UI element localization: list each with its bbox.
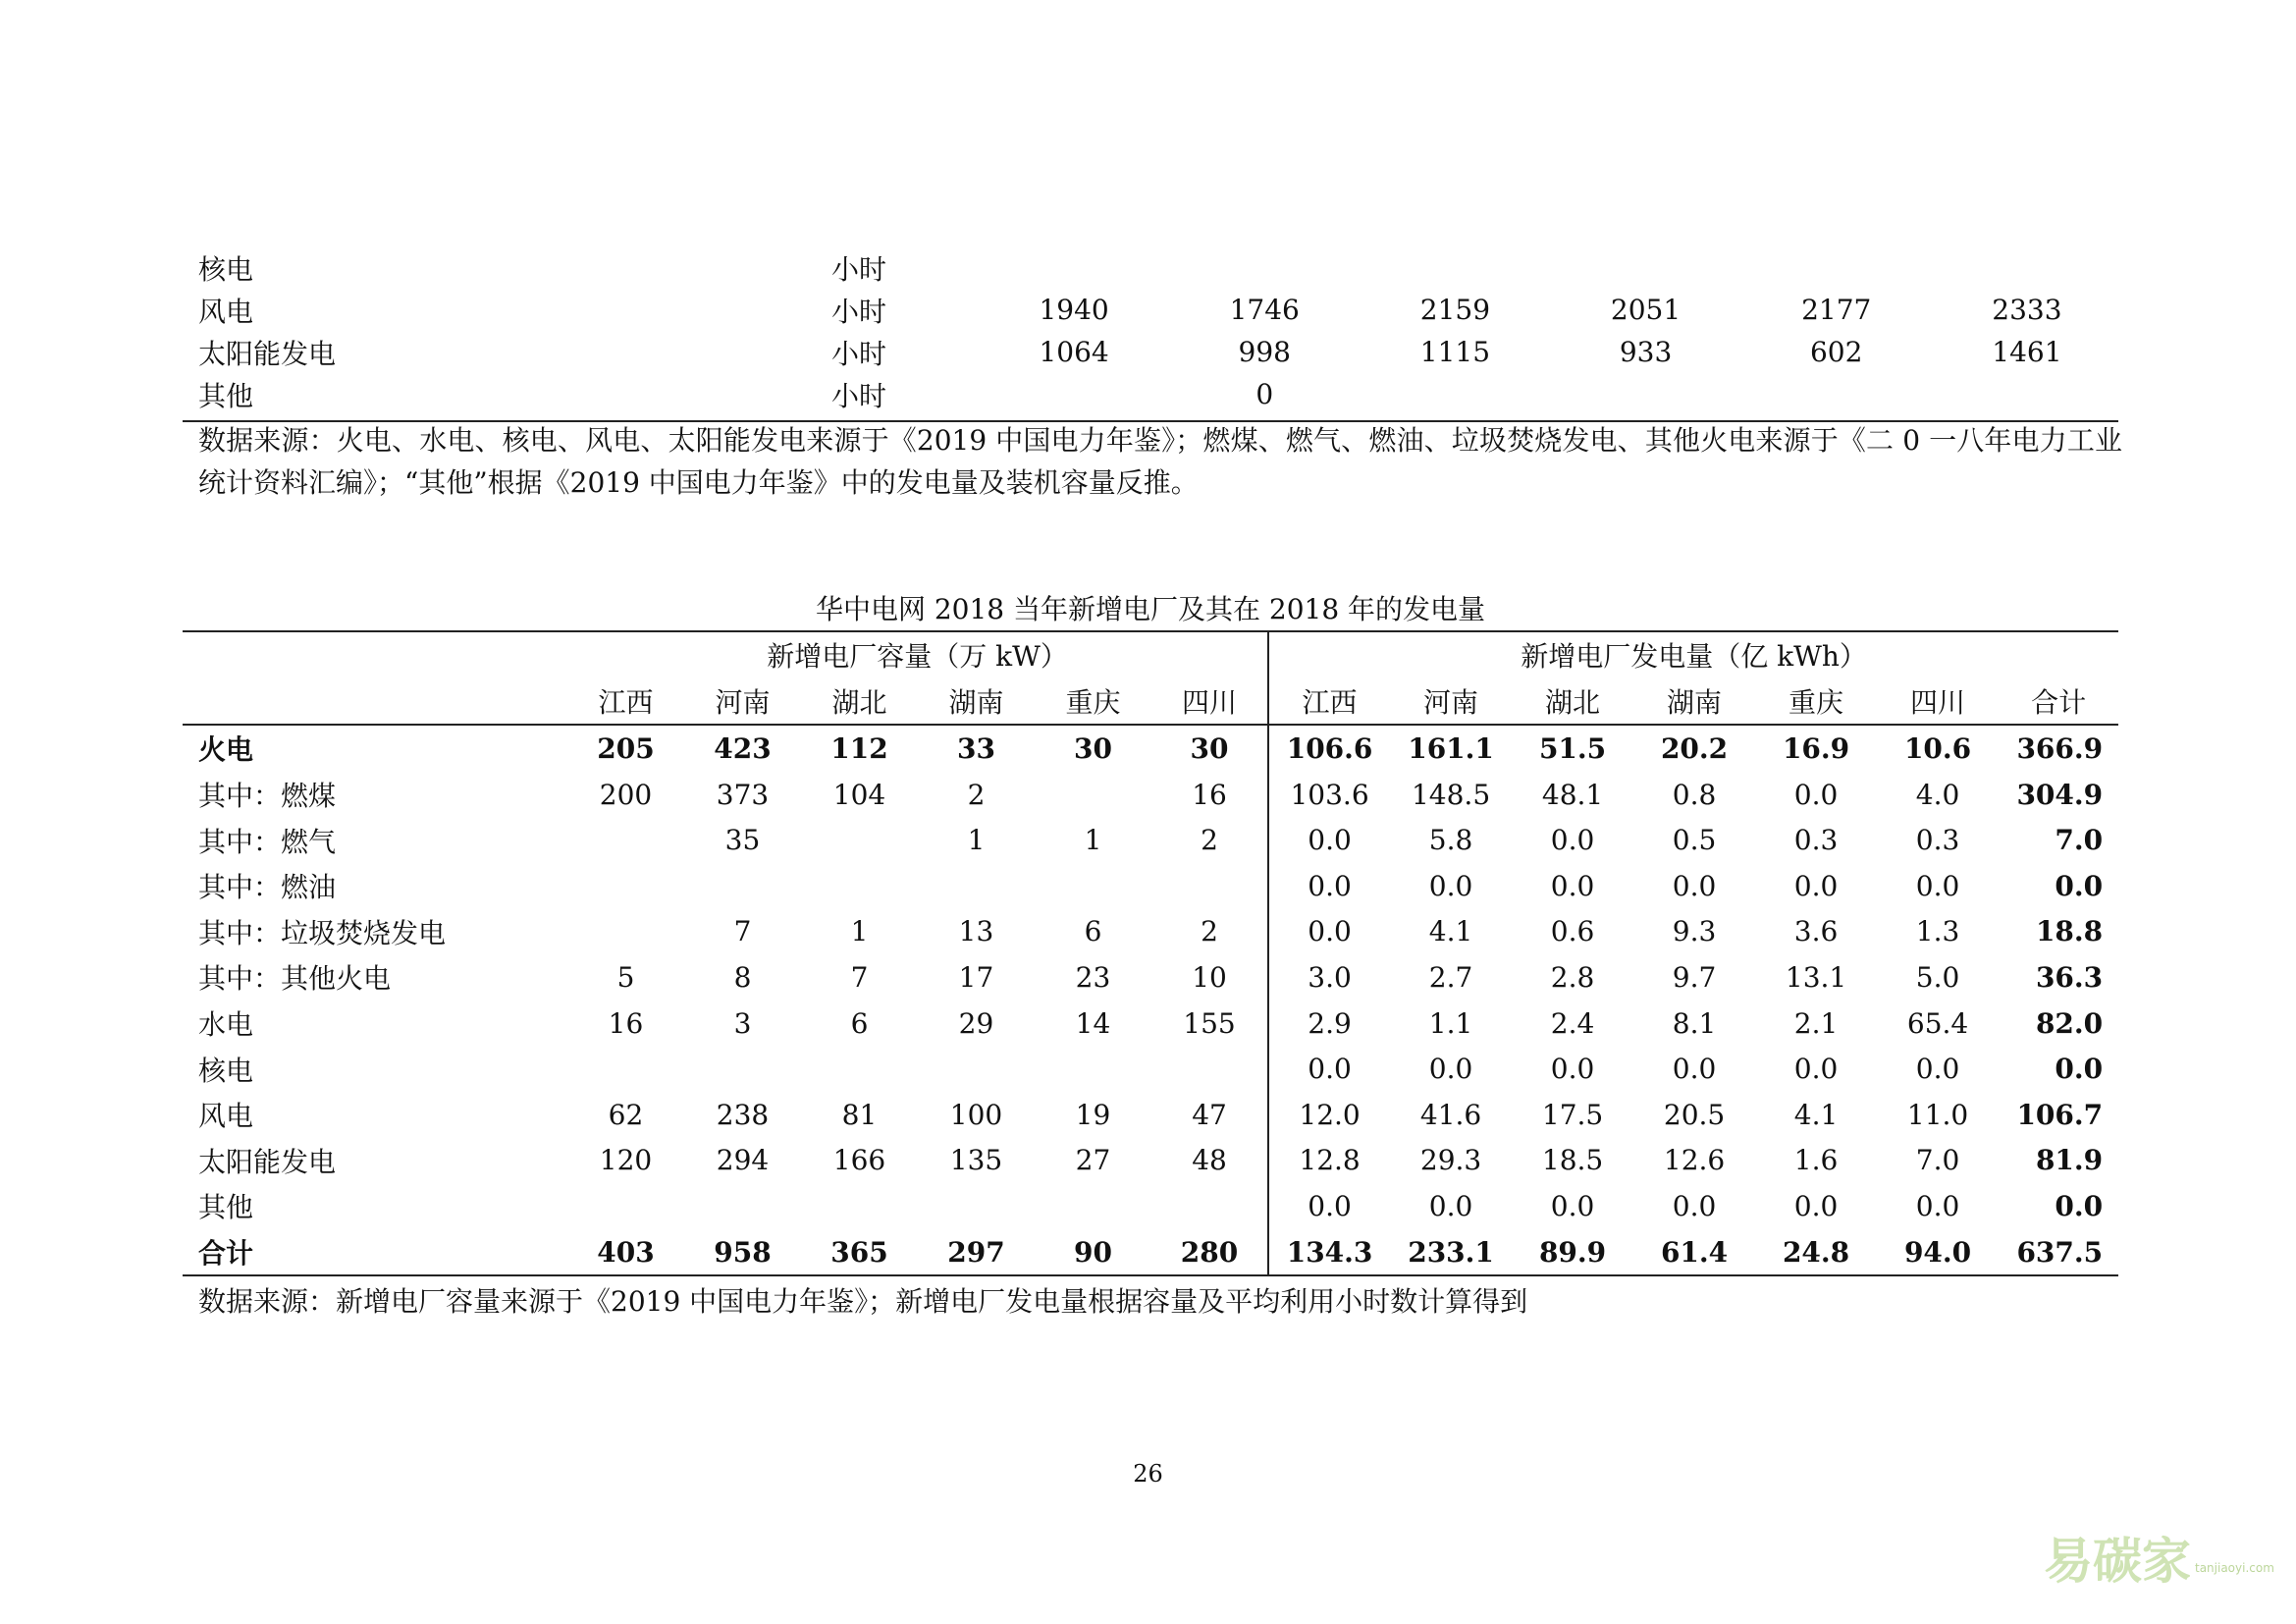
generation-cell: 61.4 (1660, 1235, 1729, 1269)
row-name: 风电 (198, 295, 254, 328)
generation-cell: 0.0 (1428, 869, 1473, 902)
main-table (183, 630, 2118, 1276)
page-number: 26 (1133, 1460, 1163, 1488)
capacity-cell (567, 817, 684, 863)
column-header: 四川 (1151, 678, 1268, 726)
generation-cell: 29.3 (1419, 1144, 1482, 1177)
table-title: 华中电网 2018 当年新增电厂及其在 2018 年的发电量 (815, 593, 1486, 625)
generation-cell: 0.0 (1550, 1189, 1595, 1222)
row-name: 水电 (198, 1008, 254, 1042)
capacity-cell: 205 (597, 731, 655, 765)
generation-cell: 51.5 (1538, 731, 1607, 765)
row-name: 风电 (198, 1100, 254, 1133)
cell-value: 1115 (1419, 336, 1491, 368)
cell-value (1169, 246, 1360, 289)
table-row (183, 954, 2118, 1001)
capacity-cell: 423 (714, 731, 772, 765)
generation-cell: 2.9 (1308, 1006, 1352, 1040)
cell-value: 2051 (1610, 294, 1682, 326)
capacity-cell (1151, 863, 1268, 909)
generation-cell: 20.2 (1660, 731, 1729, 765)
top-table-source-note: 数据来源：火电、水电、核电、风电、太阳能发电来源于《2019 中国电力年鉴》；燃煤、燃气、燃油、垃圾焚烧发电、其他火电来源于《二 0 一八年电力工业统计资料汇编》；“其他”根据《2019 中国电力年鉴》中的发电量及装机容量反推。 (198, 424, 2122, 499)
generation-cell: 2.1 (1793, 1006, 1839, 1040)
table-row (183, 1183, 2118, 1229)
capacity-cell (1035, 1046, 1151, 1092)
table-row (198, 373, 2122, 415)
cell-value (1360, 373, 1550, 415)
header-row-provinces (183, 678, 2118, 726)
column-header: 河南 (684, 678, 801, 726)
generation-cell: 7.0 (1915, 1144, 1960, 1177)
capacity-cell: 17 (958, 960, 994, 994)
header-corner (183, 631, 567, 678)
row-name: 其中：燃油 (198, 871, 337, 904)
capacity-cell (684, 1183, 801, 1229)
generation-cell: 161.1 (1408, 731, 1494, 765)
generation-cell: 0.0 (1308, 869, 1352, 902)
generation-cell: 2.7 (1428, 960, 1473, 994)
table-row (183, 1001, 2118, 1047)
generation-total-cell: 82.0 (2035, 1006, 2104, 1040)
generation-total-cell: 81.9 (2035, 1144, 2104, 1177)
generation-cell: 3.6 (1793, 915, 1839, 948)
top-table (198, 246, 2122, 415)
capacity-cell: 29 (958, 1006, 994, 1040)
capacity-cell (918, 1183, 1035, 1229)
generation-cell: 0.0 (1672, 1189, 1717, 1222)
capacity-cell (801, 1183, 918, 1229)
capacity-cell: 373 (716, 778, 770, 811)
cell-value: 998 (1238, 336, 1291, 368)
generation-cell: 0.0 (1308, 915, 1352, 948)
generation-cell: 0.0 (1550, 869, 1595, 902)
generation-total-cell: 36.3 (2035, 960, 2104, 994)
cell-value: 2177 (1801, 294, 1872, 326)
watermark (2044, 1534, 2274, 1589)
generation-cell: 13.1 (1785, 960, 1847, 994)
watermark-url: tanjiaoyi.com (2195, 1561, 2274, 1575)
capacity-cell: 90 (1074, 1235, 1112, 1269)
generation-cell: 233.1 (1408, 1235, 1494, 1269)
generation-cell: 0.0 (1672, 869, 1717, 902)
table-row (183, 772, 2118, 818)
table-row (183, 1046, 2118, 1092)
capacity-cell: 2 (1151, 909, 1268, 955)
table-row (198, 246, 2122, 289)
generation-cell: 0.5 (1672, 824, 1717, 857)
generation-total-cell: 0.0 (2055, 1053, 2104, 1086)
generation-cell: 103.6 (1290, 778, 1369, 811)
capacity-cell (801, 863, 918, 909)
generation-cell: 2.8 (1550, 960, 1595, 994)
capacity-cell (684, 863, 801, 909)
capacity-cell: 23 (1075, 960, 1111, 994)
table-row (183, 1229, 2118, 1276)
table-row (198, 289, 2122, 331)
row-name: 火电 (198, 733, 254, 767)
generation-cell: 94.0 (1903, 1235, 1972, 1269)
capacity-cell: 958 (714, 1235, 772, 1269)
generation-cell: 12.6 (1663, 1144, 1726, 1177)
table-row (183, 1138, 2118, 1184)
generation-cell: 41.6 (1419, 1098, 1482, 1131)
generation-cell: 0.0 (1550, 1053, 1595, 1086)
capacity-cell: 155 (1151, 1001, 1268, 1047)
generation-cell: 0.3 (1915, 824, 1960, 857)
generation-cell: 0.3 (1793, 824, 1839, 857)
row-unit: 小时 (831, 295, 887, 328)
capacity-cell: 30 (1074, 731, 1112, 765)
table-row (183, 863, 2118, 909)
capacity-cell: 3 (733, 1006, 752, 1040)
generation-total-cell: 7.0 (2055, 824, 2104, 857)
cell-value (979, 373, 1169, 415)
generation-cell: 0.0 (1793, 1189, 1839, 1222)
capacity-cell: 1 (1084, 824, 1102, 857)
capacity-cell (567, 1046, 684, 1092)
cell-value (979, 246, 1169, 289)
row-name: 其中：燃气 (198, 825, 337, 858)
capacity-cell: 47 (1151, 1092, 1268, 1138)
row-unit: 小时 (831, 252, 887, 286)
capacity-cell: 48 (1151, 1138, 1268, 1184)
capacity-cell: 280 (1151, 1229, 1268, 1276)
row-name: 太阳能发电 (198, 337, 337, 370)
generation-cell: 0.8 (1672, 778, 1717, 811)
column-header: 重庆 (1035, 678, 1151, 726)
capacity-cell (1151, 1183, 1268, 1229)
generation-cell: 17.5 (1541, 1098, 1604, 1131)
capacity-cell: 135 (949, 1144, 1003, 1177)
cell-value (1360, 246, 1550, 289)
row-name: 其中：燃煤 (198, 780, 337, 813)
generation-cell: 48.1 (1541, 778, 1604, 811)
capacity-cell (684, 1046, 801, 1092)
generation-total-cell: 637.5 (2016, 1235, 2104, 1269)
capacity-cell: 104 (832, 778, 886, 811)
generation-total-cell: 0.0 (2055, 1189, 2104, 1222)
capacity-cell (567, 863, 684, 909)
generation-cell: 5.0 (1915, 960, 1960, 994)
row-name: 核电 (198, 1054, 254, 1087)
capacity-cell: 13 (958, 915, 994, 948)
generation-cell: 0.0 (1793, 778, 1839, 811)
cell-value (1741, 246, 1932, 289)
capacity-cell (1035, 863, 1151, 909)
generation-total-cell: 106.7 (2016, 1098, 2104, 1131)
column-header: 湖南 (918, 678, 1035, 726)
row-unit: 小时 (831, 379, 887, 412)
header-group-capacity: 新增电厂容量（万 kW） (567, 631, 1268, 678)
column-header: 湖南 (1633, 678, 1755, 726)
capacity-cell: 365 (830, 1235, 888, 1269)
capacity-cell: 30 (1151, 725, 1268, 772)
generation-cell: 4.1 (1428, 915, 1473, 948)
generation-cell: 0.0 (1793, 1053, 1839, 1086)
column-header: 河南 (1390, 678, 1512, 726)
row-name: 太阳能发电 (198, 1145, 337, 1178)
generation-cell: 1.3 (1915, 915, 1960, 948)
capacity-cell (1035, 1183, 1151, 1229)
capacity-cell: 1 (850, 915, 869, 948)
column-header: 四川 (1877, 678, 1999, 726)
generation-cell: 11.0 (1906, 1098, 1969, 1131)
cell-value (1550, 246, 1740, 289)
row-name: 其中：其他火电 (198, 962, 392, 996)
cell-value (1932, 373, 2122, 415)
generation-cell: 1.6 (1793, 1144, 1839, 1177)
capacity-cell: 81 (841, 1098, 878, 1131)
column-header: 湖北 (801, 678, 918, 726)
generation-total-cell: 0.0 (2055, 869, 2104, 902)
cell-value: 0 (1255, 378, 1274, 410)
generation-cell: 89.9 (1538, 1235, 1607, 1269)
generation-cell: 3.0 (1308, 960, 1352, 994)
generation-cell: 2.4 (1550, 1006, 1595, 1040)
cell-value: 1461 (1992, 336, 2062, 368)
capacity-cell: 166 (832, 1144, 886, 1177)
capacity-cell: 8 (733, 960, 752, 994)
capacity-cell: 100 (949, 1098, 1003, 1131)
cell-value: 2159 (1419, 294, 1491, 326)
capacity-cell: 35 (724, 824, 761, 857)
capacity-cell: 7 (733, 915, 752, 948)
generation-cell: 0.0 (1915, 1189, 1960, 1222)
table-row (183, 817, 2118, 863)
generation-cell: 0.0 (1915, 1053, 1960, 1086)
capacity-cell: 297 (947, 1235, 1005, 1269)
capacity-cell (918, 1046, 1035, 1092)
generation-cell: 16.9 (1782, 731, 1850, 765)
main-table-source-note: 数据来源：新增电厂容量来源于《2019 中国电力年鉴》；新增电厂发电量根据容量及平均利用小时数计算得到 (198, 1285, 1528, 1318)
generation-total-cell: 366.9 (2016, 731, 2104, 765)
row-name: 核电 (198, 252, 254, 286)
capacity-cell: 112 (830, 731, 888, 765)
capacity-cell: 238 (716, 1098, 770, 1131)
generation-cell: 106.6 (1286, 731, 1373, 765)
header-group-generation: 新增电厂发电量（亿 kWh） (1521, 640, 1867, 674)
column-header: 重庆 (1755, 678, 1877, 726)
capacity-cell: 62 (608, 1098, 644, 1131)
capacity-cell: 200 (599, 778, 653, 811)
generation-cell: 8.1 (1672, 1006, 1717, 1040)
generation-cell: 24.8 (1782, 1235, 1850, 1269)
capacity-cell: 2 (967, 778, 986, 811)
cell-value: 933 (1619, 336, 1673, 368)
capacity-cell (918, 863, 1035, 909)
generation-cell: 0.0 (1915, 869, 1960, 902)
generation-cell: 9.7 (1672, 960, 1717, 994)
capacity-cell: 10 (1151, 954, 1268, 1001)
column-header: 合计 (1999, 678, 2118, 726)
header-row-groups (183, 631, 2118, 678)
generation-cell: 0.0 (1308, 1053, 1352, 1086)
capacity-cell: 27 (1075, 1144, 1111, 1177)
capacity-cell: 14 (1075, 1006, 1111, 1040)
capacity-cell (1151, 1046, 1268, 1092)
cell-value: 2333 (1992, 294, 2062, 326)
generation-cell: 0.6 (1550, 915, 1595, 948)
generation-cell: 0.0 (1428, 1189, 1473, 1222)
table-row (183, 725, 2118, 772)
generation-cell: 4.1 (1793, 1098, 1839, 1131)
generation-cell: 0.0 (1308, 824, 1352, 857)
generation-cell: 9.3 (1672, 915, 1717, 948)
main-table-body (183, 725, 2118, 1275)
capacity-cell: 2 (1151, 817, 1268, 863)
generation-cell: 0.0 (1308, 1189, 1352, 1222)
generation-total-cell: 304.9 (2016, 778, 2104, 811)
capacity-cell: 6 (850, 1006, 869, 1040)
generation-cell: 0.0 (1672, 1053, 1717, 1086)
column-header: 江西 (567, 678, 684, 726)
generation-cell: 20.5 (1663, 1098, 1726, 1131)
cell-value (1741, 373, 1932, 415)
cell-value: 1940 (1039, 294, 1109, 326)
row-name: 其中：垃圾焚烧发电 (198, 916, 447, 949)
generation-cell: 1.1 (1428, 1006, 1473, 1040)
cell-value: 602 (1809, 336, 1863, 368)
capacity-cell: 7 (850, 960, 869, 994)
capacity-cell: 16 (608, 1006, 644, 1040)
generation-cell: 0.0 (1793, 869, 1839, 902)
row-name: 其他 (198, 1191, 254, 1224)
capacity-cell: 6 (1084, 915, 1102, 948)
table-row (198, 331, 2122, 373)
generation-cell: 12.8 (1299, 1144, 1361, 1177)
cell-value (1550, 373, 1740, 415)
table-row (183, 909, 2118, 955)
generation-cell: 0.0 (1550, 824, 1595, 857)
row-unit: 小时 (831, 337, 887, 370)
capacity-cell: 403 (597, 1235, 655, 1269)
capacity-cell: 120 (599, 1144, 653, 1177)
capacity-cell (801, 817, 918, 863)
capacity-cell (801, 1046, 918, 1092)
row-name: 其他 (198, 379, 254, 412)
generation-cell: 0.0 (1428, 1053, 1473, 1086)
cell-value: 1746 (1229, 294, 1300, 326)
cell-value: 1064 (1039, 336, 1109, 368)
row-name: 合计 (198, 1237, 254, 1271)
generation-cell: 12.0 (1299, 1098, 1361, 1131)
generation-cell: 65.4 (1906, 1006, 1969, 1040)
capacity-cell: 16 (1151, 772, 1268, 818)
column-header: 湖北 (1512, 678, 1633, 726)
generation-cell: 134.3 (1286, 1235, 1373, 1269)
column-header: 江西 (1268, 678, 1390, 726)
watermark-logo: 易碳家 (2044, 1533, 2191, 1590)
generation-cell: 18.5 (1541, 1144, 1604, 1177)
capacity-cell: 19 (1075, 1098, 1111, 1131)
capacity-cell (1035, 772, 1151, 818)
capacity-cell (567, 1183, 684, 1229)
capacity-cell: 5 (616, 960, 635, 994)
table-row (183, 1092, 2118, 1138)
capacity-cell: 1 (967, 824, 986, 857)
header-corner (183, 678, 567, 726)
generation-cell: 10.6 (1903, 731, 1972, 765)
generation-total-cell: 18.8 (2035, 915, 2104, 948)
cell-value (1932, 246, 2122, 289)
capacity-cell: 33 (957, 731, 995, 765)
capacity-cell (567, 909, 684, 955)
generation-cell: 5.8 (1428, 824, 1473, 857)
capacity-cell: 294 (716, 1144, 770, 1177)
generation-cell: 4.0 (1915, 778, 1960, 811)
generation-cell: 148.5 (1411, 778, 1491, 811)
